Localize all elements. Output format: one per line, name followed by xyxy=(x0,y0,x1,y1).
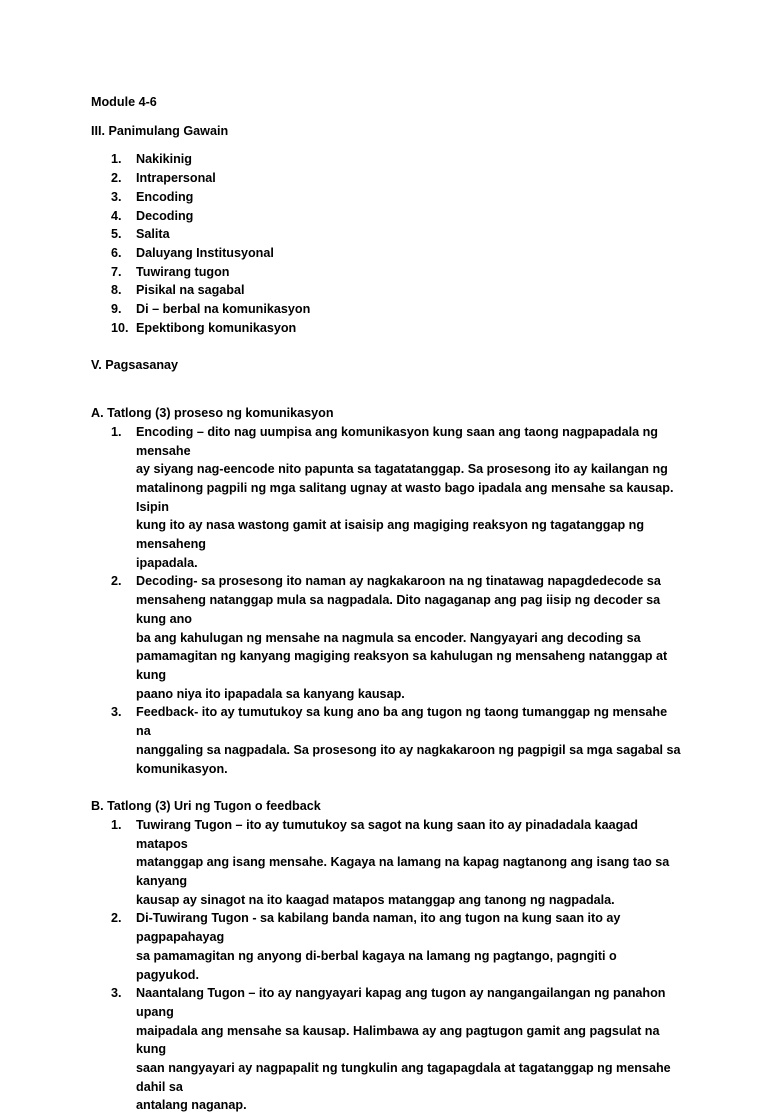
paragraph-line: pamamagitan ng kanyang magiging reaksyon sa kahulugan ng mensaheng natanggap at kung xyxy=(136,649,668,682)
list-text: Decoding xyxy=(136,208,194,223)
paragraph-line: Encoding – dito nag uumpisa ang komunikasyon kung saan ang taong nagpapadala ng mensahe xyxy=(136,424,659,458)
list-number: 1. xyxy=(111,152,122,167)
list-text: Tuwirang tugon xyxy=(136,264,230,279)
list-number: 9. xyxy=(111,302,122,317)
list-item xyxy=(91,244,681,263)
list-item xyxy=(91,703,681,778)
paragraph-line: maipadala ang mensahe sa kausap. Halimbawa ay ang pagtugon gamit ang pagsulat na kung xyxy=(136,1023,660,1057)
list-number: 7. xyxy=(111,264,122,279)
paragraph-line: mensaheng natanggap mula sa nagpadala. Dito nagaganap ang pag iisip ng decoder sa kung ano xyxy=(136,593,661,626)
list-number: 4. xyxy=(111,208,122,223)
list-number: 3. xyxy=(111,986,122,1001)
paragraph-line: ay siyang nag-eencode nito papunta sa tagatatanggap. Sa prosesong ito ay kailangan ng xyxy=(136,462,668,477)
list-item xyxy=(91,188,681,207)
term-list xyxy=(91,150,681,337)
paragraph-line: kausap ay sinagot na ito kaagad matapos matanggap ang tanong ng nagpadala. xyxy=(136,892,615,907)
list-item xyxy=(91,572,681,703)
paragraph-line: Decoding- sa prosesong ito naman ay nagkakaroon na ng tinatawag napagdedecode sa xyxy=(136,574,661,589)
list-item xyxy=(91,207,681,226)
list-number: 1. xyxy=(111,424,122,439)
paragraph-line: saan nangyayari ay nagpapalit ng tungkulin ang tagapagdala at tagatanggap ng mensahe dahil sa xyxy=(136,1061,671,1094)
part-b-list xyxy=(91,816,681,1115)
list-number: 2. xyxy=(111,574,122,589)
list-item xyxy=(91,281,681,300)
paragraph-line: nanggaling sa nagpadala. Sa prosesong ito ay nagkakaroon ng pagpigil sa mga sagabal sa xyxy=(136,742,681,757)
list-text: Pisikal na sagabal xyxy=(136,283,245,298)
list-text: Salita xyxy=(136,227,170,242)
list-text: Epektibong komunikasyon xyxy=(136,320,297,335)
paragraph-line: komunikasyon. xyxy=(136,761,228,776)
list-number: 3. xyxy=(111,705,122,720)
paragraph-line: Naantalang Tugon – ito ay nangyayari kapag ang tugon ay nangangailangan ng panahon upang xyxy=(136,986,666,1019)
list-item xyxy=(91,909,681,984)
paragraph-line: Tuwirang Tugon – ito ay tumutukoy sa sagot na kung saan ito ay pinadadala kaagad matapos xyxy=(136,817,638,851)
document-body xyxy=(91,93,681,1115)
paragraph-line: sa pamamagitan ng anyong di-berbal kagaya na lamang ng pagtango, pagngiti o pagyukod. xyxy=(136,948,617,982)
paragraph-line: Di-Tuwirang Tugon - sa kabilang banda naman, ito ang tugon na kung saan ito ay pagpapahayag xyxy=(136,911,621,945)
list-number: 2. xyxy=(111,911,122,926)
list-number: 5. xyxy=(111,227,122,242)
paragraph-line: matalinong pagpili ng mga salitang ugnay at wasto bago ipadala ang mensahe sa kausap. Isipin xyxy=(136,480,674,514)
paragraph-line: paano niya ito ipapadala sa kanyang kausap. xyxy=(136,686,405,701)
part-b-title: B. Tatlong (3) Uri ng Tugon o feedback xyxy=(91,799,321,814)
list-text: Encoding xyxy=(136,189,194,204)
part-a-title: A. Tatlong (3) proseso ng komunikasyon xyxy=(91,406,334,421)
list-number: 2. xyxy=(111,171,122,186)
list-item xyxy=(91,150,681,169)
list-number: 1. xyxy=(111,817,122,832)
list-text: Intrapersonal xyxy=(136,171,216,186)
section-5-title: V. Pagsasanay xyxy=(91,358,179,373)
module-title: Module 4-6 xyxy=(91,95,157,109)
list-text: Daluyang Institusyonal xyxy=(136,245,274,260)
paragraph-line: Feedback- ito ay tumutukoy sa kung ano ba ang tugon ng taong tumanggap ng mensahe na xyxy=(136,705,668,739)
list-text: Di – berbal na komunikasyon xyxy=(136,302,311,317)
paragraph-line: ba ang kahulugan ng mensahe na nagmula sa encoder. Nangyayari ang decoding sa xyxy=(136,630,641,645)
list-item xyxy=(91,300,681,319)
list-number: 3. xyxy=(111,189,122,204)
list-item xyxy=(91,984,681,1115)
list-number: 8. xyxy=(111,283,122,298)
part-a-list xyxy=(91,423,681,778)
list-item xyxy=(91,319,681,338)
list-item xyxy=(91,169,681,188)
section-3-title: III. Panimulang Gawain xyxy=(91,123,229,138)
list-number: 10. xyxy=(111,320,129,335)
list-item xyxy=(91,263,681,282)
paragraph-line: matanggap ang isang mensahe. Kagaya na lamang na kapag nagtanong ang isang tao sa kanyang xyxy=(136,855,670,889)
paragraph-line: kung ito ay nasa wastong gamit at isaisip ang magiging reaksyon ng tagatanggap ng mensaheng xyxy=(136,518,645,552)
paragraph-line: ipapadala. xyxy=(136,555,198,570)
list-item xyxy=(91,423,681,573)
paragraph-line: antalang naganap. xyxy=(136,1098,247,1113)
list-item xyxy=(91,816,681,910)
list-text: Nakikinig xyxy=(136,152,192,167)
list-item xyxy=(91,225,681,244)
list-number: 6. xyxy=(111,245,122,260)
